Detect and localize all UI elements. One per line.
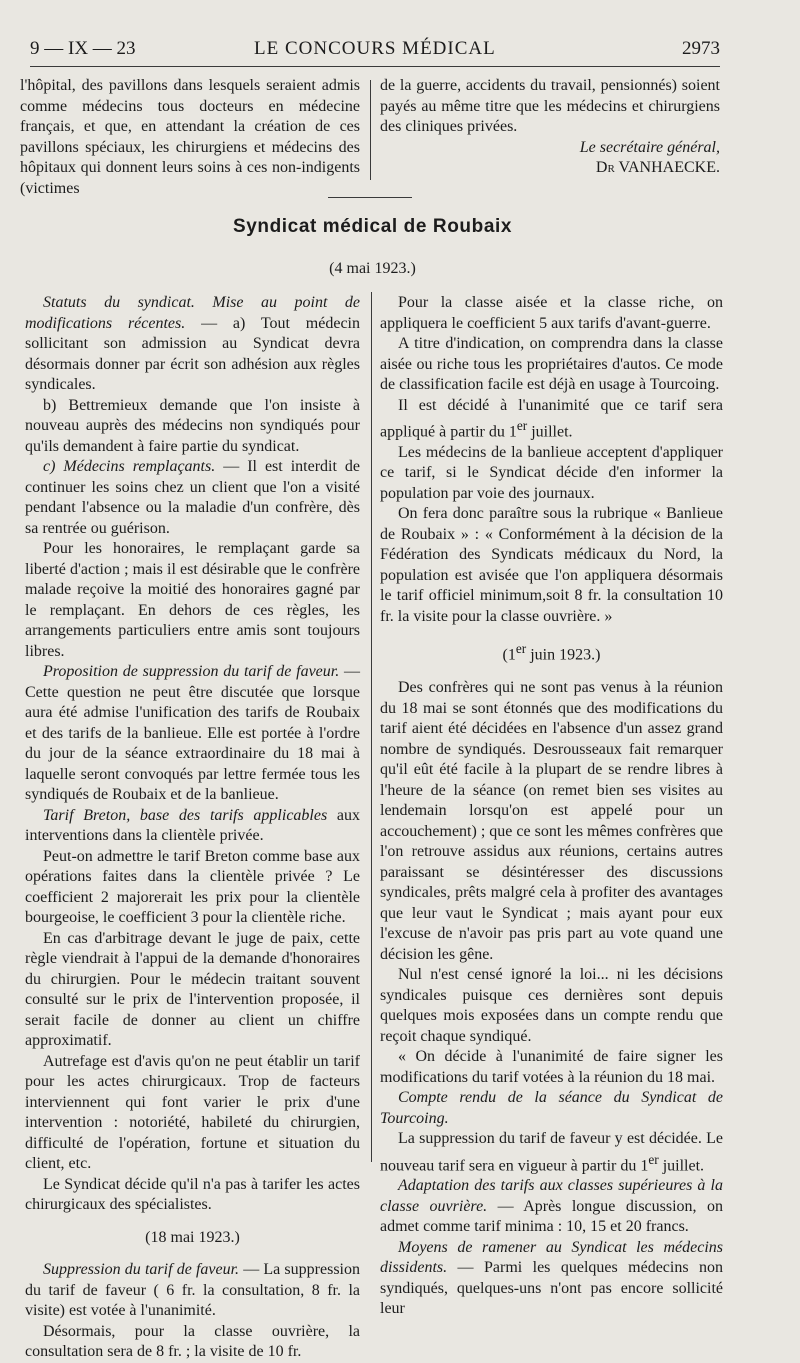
paragraph-heading: Moyens de ramener au Syndicat les médecins dissidents. [380, 1238, 723, 1277]
paragraph: A titre d'indication, on comprendra dans la classe aisée ou riche tous les propriétaires d'autos. Ce mode de classification facile est déjà en usage à Tourcoing. [380, 335, 723, 393]
paragraph: Nul n'est censé ignoré la loi... ni les décisions syndicales puisque ces dernières sont depuis quelques mois exposées dans un compte rendu que reçoit chaque syndiqué. [380, 966, 723, 1045]
paragraph: Les médecins de la banlieue acceptent d'appliquer ce tarif, si le Syndicat décide d'en informer la population par voie des journaux. [380, 443, 723, 502]
column-divider [371, 292, 372, 1162]
running-header [30, 38, 720, 68]
paragraph-heading: Statuts du syndicat. Mise au point de modifications récentes. [25, 294, 360, 332]
signature-role: Le secrétaire général, [579, 138, 720, 156]
paragraph-heading: Adaptation des tarifs aux classes supérieures à la classe ouvrière. [380, 1177, 723, 1215]
paragraph: Désormais, pour la classe ouvrière, la consultation sera de 8 fr. ; la visite de 10 fr. [25, 1322, 360, 1360]
paragraph-heading: c) Médecins remplaçants. [43, 458, 216, 475]
paragraph: En cas d'arbitrage devant le juge de paix, cette règle viendrait à l'appui de la demande d'honoraires du chirurgien. Pour le médecin traitant souvent consulté sur le prix de l'intervention proposée, il serait facile de donner au client un chiffre approximatif. [25, 929, 360, 1049]
paragraph: Tarif Breton, base des tarifs applicables aux interventions dans la clientèle privée. [25, 806, 360, 844]
paragraph: Il est décidé à l'unanimité que ce tarif sera appliqué à partir du 1er juillet. [380, 396, 723, 441]
article-date: (4 mai 1923.) [329, 260, 416, 277]
paragraph: Proposition de suppression du tarif de faveur. — Cette question ne peut être discutée que lorsque aura été admise l'unification des tarifs de Roubaix et des tarifs de la banlieue. Elle est portée à l'ordre du jour de la séance extraordinaire du 18 mai à laquelle seront convoqués par lettre fermée tous les syndiqués de Roubaix et de la banlieue. [25, 663, 361, 803]
top-left-text: l'hôpital, des pavillons dans lesquels seraient admis comme médecins tous docteurs en médecine français, et que, en attendant la création de ces pavillons spéciaux, les chirurgiens et médecins des hôpitaux qui donnent leurs soins à ces non-indigents (victimes [20, 77, 360, 197]
right-column [380, 293, 723, 1320]
paragraph: Des confrères qui ne sont pas venus à la réunion du 18 mai se sont étonnés que des modifications du tarif aient été décidées en l'absence d'un assez grand nombre de syndiqués. Desrousseaux fait remarquer qu'il eût été facile à la plupart de se rendre libres à l'heure de la séance (on remet bien ses visites au lendemain lorsqu'on est appelé pour un accouchement) ; que ce sont les mêmes confrères que l'on retrouve assidus aux réunions, certains autres paraissant se désintéresser des discussions syndicales, prêts malgré cela à profiter des avantages que leur vaut le Syndicat ; mais ayant pour eux l'excuse de n'avoir pas pris part au vote quand une décision les gêne. [380, 679, 723, 963]
paragraph: c) Médecins remplaçants. — Il est interdit de continuer les soins chez un client que l'on a visité pendant l'absence ou la maladie d'un confrère, dès sa rentrée ou guérison. [25, 458, 360, 537]
section-separator [328, 197, 412, 198]
section-date: (18 mai 1923.) [145, 1228, 240, 1246]
left-column [25, 293, 360, 1363]
header-page-number: 2973 [682, 38, 720, 59]
signature-name: Dr VANHAECKE. [595, 159, 720, 176]
header-issue: 9 — IX — 23 [30, 38, 136, 59]
top-right-text: de la guerre, accidents du travail, pensionnés) soient payés au même titre que les médecins et chirurgiens des cliniques privées. [380, 77, 720, 135]
paragraph: Le Syndicat décide qu'il n'a pas à tarifer les actes chirurgicaux des spécialistes. [25, 1175, 360, 1213]
paragraph: Peut-on admettre le tarif Breton comme base aux opérations faites dans la clientèle privée ? Le coefficient 2 majorerait les prix pour la clientèle bourgeoise, le coefficient 3 pour la clientèle riche. [25, 847, 360, 926]
paragraph: Suppression du tarif de faveur. — La suppression du tarif de faveur ( 6 fr. la consultation, 8 fr. la visite) est votée à l'unanimité. [25, 1261, 360, 1319]
paragraph: « On décide à l'unanimité de faire signer les modifications du tarif votées à la réunion du 18 mai. [380, 1048, 723, 1086]
paragraph: Moyens de ramener au Syndicat les médecins dissidents. — Parmi les quelques médecins non syndiqués, quelques-uns n'ont pas encore sollicité leur [380, 1238, 723, 1318]
paragraph: Adaptation des tarifs aux classes supérieures à la classe ouvrière. — Après longue discussion, on admet comme tarif minima : 10, 15 et 20 francs. [380, 1177, 723, 1236]
top-column-divider [370, 80, 371, 180]
paragraph-heading: Tarif Breton, base des tarifs applicables [43, 806, 328, 824]
paragraph: La suppression du tarif de faveur y est décidée. Le nouveau tarif sera en vigueur à partir du 1er juillet. [380, 1130, 723, 1174]
article-title: Syndicat médical de Roubaix [232, 216, 513, 237]
paragraph: b) Bettremieux demande que l'on insiste à nouveau auprès des médecins non syndiqués pour qu'ils demandent à faire partie du syndicat. [25, 396, 360, 455]
paragraph: On fera donc paraître sous la rubrique « Banlieue de Roubaix » : « Conformément à la décision de la Fédération des Syndicats médicaux du Nord, la population est avisée que l'on appliquera désormais le tarif officiel minimum,soit 8 fr. la consultation 10 fr. la visite pour la classe ouvrière. » [380, 505, 723, 625]
paragraph: Pour la classe aisée et la classe riche, on appliquera le coefficient 5 aux tarifs d'avant-guerre. [380, 294, 723, 332]
top-left-column [20, 76, 360, 199]
header-journal-title: LE CONCOURS MÉDICAL [254, 38, 496, 59]
paragraph-heading: Proposition de suppression du tarif de faveur. [43, 663, 340, 680]
section-date: (1er juin 1923.) [502, 641, 601, 664]
paragraph-heading: Suppression du tarif de faveur. [43, 1261, 240, 1278]
paragraph: Statuts du syndicat. Mise au point de modifications récentes. — a) Tout médecin sollicitant son admission au Syndicat devra désormais donner par écrit son adhésion aux règles syndicales. [25, 294, 360, 393]
paragraph: Pour les honoraires, le remplaçant garde sa liberté d'action ; mais il est désirable que le confrère malade reçoive la moitié des honoraires gagné par le remplaçant. En dehors de ces règles, les arrangements particuliers entre amis sont toujours libres. [25, 540, 360, 660]
header-rule [30, 66, 720, 67]
paragraph: Compte rendu de la séance du Syndicat de Tourcoing. [380, 1089, 723, 1127]
paragraph: Autrefage est d'avis qu'on ne peut établir un tarif pour les actes chirurgicaux. Trop de facteurs interviennent qui font varier le prix d'une intervention : notoriété, habileté du chirurgien, difficulté de l'opération, fortune et situation du client, etc. [25, 1052, 360, 1172]
top-right-column [380, 76, 720, 179]
